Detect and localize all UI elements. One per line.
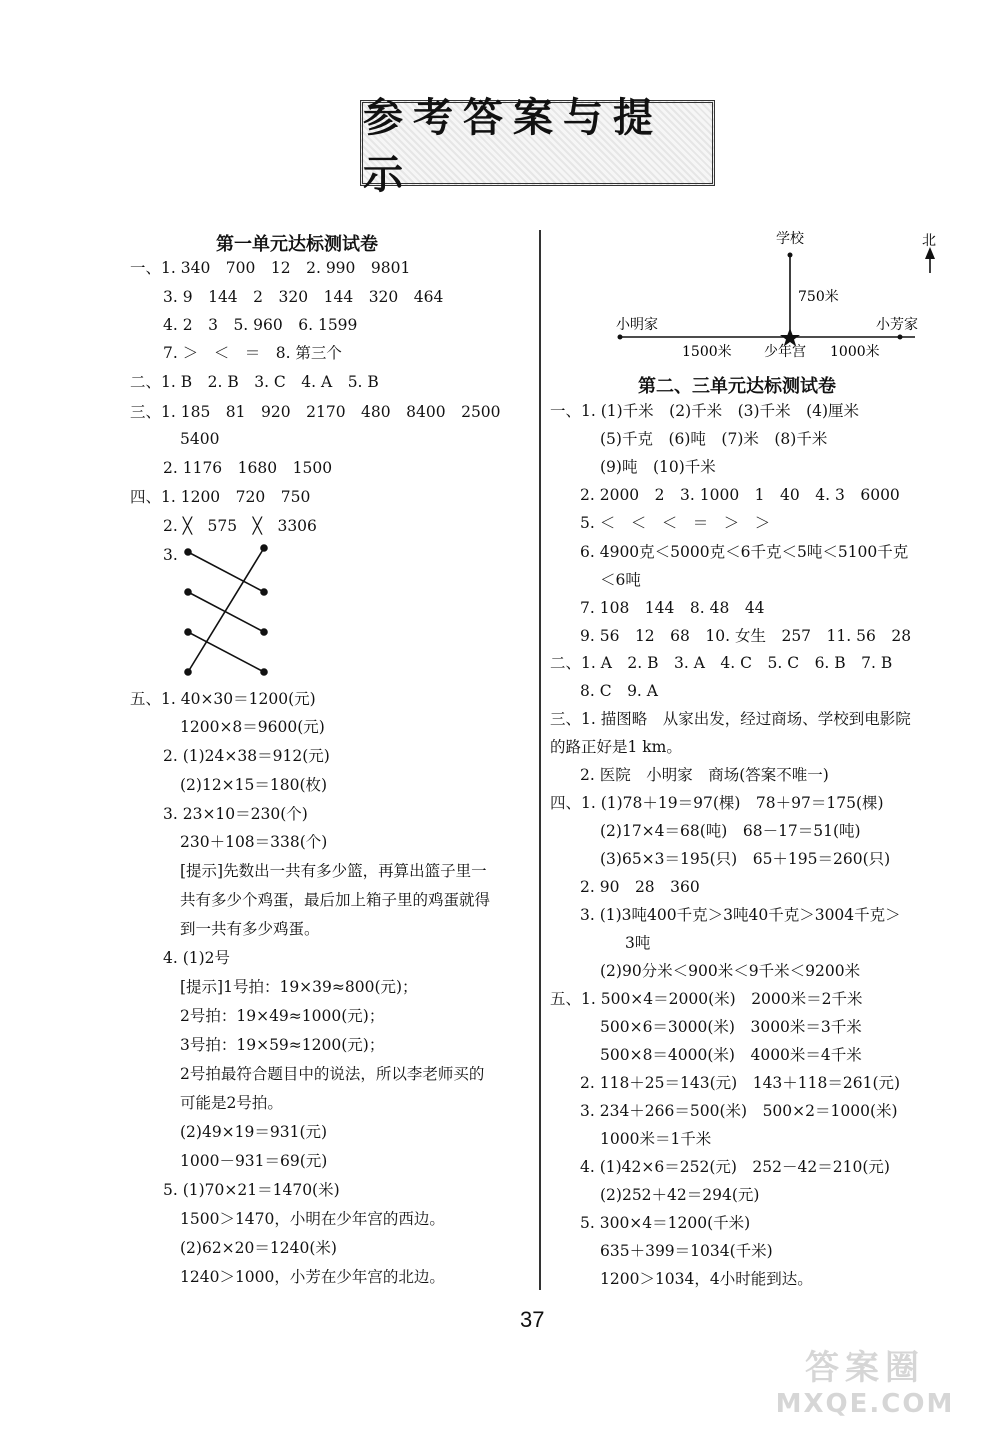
- answer-line: 5400: [180, 430, 220, 448]
- answer-line: 3.: [163, 546, 178, 564]
- answer-line: 500×8＝4000(米) 4000米＝4千米: [600, 1046, 862, 1064]
- answer-line: 2. ╳ 575 ╳ 3306: [163, 517, 317, 535]
- answer-line: 2. 118＋25＝143(元) 143＋118＝261(元): [580, 1074, 901, 1092]
- answer-line: 8. C 9. A: [580, 682, 658, 700]
- hint-line: 3号拍：19×59≈1200(元)；: [180, 1036, 385, 1054]
- answer-line: 二、1. B 2. B 3. C 4. A 5. B: [130, 373, 379, 391]
- map-label-north: 北: [922, 233, 936, 249]
- watermark-top-text: 答案圈: [805, 1348, 925, 1388]
- answer-line: 五、1. 40×30＝1200(元): [130, 690, 316, 708]
- hint-line: 2号拍：19×49≈1000(元)；: [180, 1007, 385, 1025]
- location-map: [600, 225, 960, 370]
- answer-line: (2)90分米＜900米＜9千米＜9200米: [600, 962, 861, 980]
- page-number: 37: [520, 1307, 545, 1332]
- answer-line: 7. ＞ ＜ ＝ 8. 第三个: [163, 344, 342, 362]
- column-divider: [539, 230, 541, 1290]
- answer-line: 的路正好是1 km。: [550, 738, 682, 756]
- watermark-bottom-text: MXQE.COM: [775, 1389, 955, 1419]
- answer-line: 四、1. (1)78＋19＝97(棵) 78＋97＝175(棵): [550, 794, 884, 812]
- left-section-title: 第一单元达标测试卷: [216, 234, 378, 255]
- answer-line: 2. 1176 1680 1500: [163, 459, 333, 477]
- answer-line: 5. ＜ ＜ ＜ ＝ ＞ ＞: [580, 514, 771, 532]
- watermark-logo: [760, 1340, 970, 1420]
- answer-line: (5)千克 (6)吨 (7)米 (8)千米: [600, 430, 828, 448]
- map-label-school: 学校: [776, 231, 804, 247]
- answer-line: 9. 56 12 68 10. 女生 257 11. 56 28: [580, 627, 912, 645]
- answer-line: 4. (1)2号: [163, 949, 231, 967]
- answer-line: 3. 23×10＝230(个): [163, 805, 308, 823]
- answer-line: 1200×8＝9600(元): [180, 718, 325, 736]
- hint-line: [提示]先数出一共有多少篮，再算出篮子里一: [180, 862, 487, 880]
- answer-line: 500×6＝3000(米) 3000米＝3千米: [600, 1018, 862, 1036]
- page-title: 参考答案与提示: [363, 95, 663, 198]
- hint-line: 可能是2号拍。: [180, 1094, 283, 1112]
- answer-line: 5. (1)70×21＝1470(米): [163, 1181, 340, 1199]
- answer-line: 二、1. A 2. B 3. A 4. C 5. C 6. B 7. B: [550, 654, 893, 672]
- hint-line: 到一共有多少鸡蛋。: [180, 920, 320, 938]
- answer-line: (3)65×3＝195(只) 65＋195＝260(只): [600, 850, 891, 868]
- hint-line: 2号拍最符合题目中的说法，所以李老师买的: [180, 1065, 485, 1083]
- answer-line: (9)吨 (10)千米: [600, 458, 716, 476]
- map-label-xiaoming: 小明家: [616, 317, 658, 333]
- answer-line: 2. (1)24×38＝912(元): [163, 747, 330, 765]
- answer-line: 三、1. 185 81 920 2170 480 8400 2500: [130, 403, 501, 421]
- answer-line: 1000米＝1千米: [600, 1130, 712, 1148]
- answer-line: 3. (1)3吨400千克＞3吨40千克＞3004千克＞: [580, 906, 901, 924]
- answer-line: 6. 4900克＜5000克＜6千克＜5吨＜5100千克: [580, 543, 909, 561]
- answer-line: 7. 108 144 8. 48 44: [580, 599, 765, 617]
- map-label-dist-north: 750米: [798, 289, 839, 305]
- answer-line: 1500＞1470，小明在少年宫的西边。: [180, 1210, 445, 1228]
- answer-line: 一、1. (1)千米 (2)千米 (3)千米 (4)厘米: [550, 402, 860, 420]
- right-section-title: 第二、三单元达标测试卷: [638, 376, 836, 397]
- answer-line: 4. 2 3 5. 960 6. 1599: [163, 316, 358, 334]
- answer-line: 230＋108＝338(个): [180, 833, 328, 851]
- answer-line: 五、1. 500×4＝2000(米) 2000米＝2千米: [550, 990, 863, 1008]
- answer-line: (2)12×15＝180(枚): [180, 776, 328, 794]
- answer-line: (2)252＋42＝294(元): [600, 1186, 760, 1204]
- map-label-dist-east: 1000米: [830, 344, 880, 360]
- answer-line: 一、1. 340 700 12 2. 990 9801: [130, 259, 411, 277]
- answer-line: ＜6吨: [600, 571, 641, 589]
- answer-line: (2)17×4＝68(吨) 68－17＝51(吨): [600, 822, 861, 840]
- answer-line: 三、1. 描图略 从家出发，经过商场、学校到电影院: [550, 710, 911, 728]
- answer-line: (2)49×19＝931(元): [180, 1123, 328, 1141]
- answer-line: 3. 234＋266＝500(米) 500×2＝1000(米): [580, 1102, 898, 1120]
- map-label-dist-west: 1500米: [682, 344, 732, 360]
- answer-line: 1200＞1034，4小时能到达。: [600, 1270, 813, 1288]
- answer-line: 2. 2000 2 3. 1000 1 40 4. 3 6000: [580, 486, 900, 504]
- answer-line: 1240＞1000，小芳在少年宫的北边。: [180, 1268, 445, 1286]
- answer-line: 635＋399＝1034(千米): [600, 1242, 773, 1260]
- matching-lines-diagram: [180, 540, 280, 680]
- hint-line: 共有多少个鸡蛋，最后加上箱子里的鸡蛋就得: [180, 891, 491, 909]
- answer-line: 2. 90 28 360: [580, 878, 700, 896]
- answer-line: 四、1. 1200 720 750: [130, 488, 311, 506]
- answer-line: 5. 300×4＝1200(千米): [580, 1214, 751, 1232]
- hint-line: [提示]1号拍：19×39≈800(元)；: [180, 978, 418, 996]
- answer-line: 4. (1)42×6＝252(元) 252－42＝210(元): [580, 1158, 890, 1176]
- map-label-center: 少年宫: [764, 344, 806, 360]
- answer-line: 2. 医院 小明家 商场(答案不唯一): [580, 766, 829, 784]
- answer-line: 3. 9 144 2 320 144 320 464: [163, 288, 444, 306]
- map-label-xiaofang: 小芳家: [876, 317, 918, 333]
- answer-line: (2)62×20＝1240(米): [180, 1239, 337, 1257]
- title-banner: [360, 95, 715, 198]
- answer-line: 1000－931＝69(元): [180, 1152, 328, 1170]
- answer-line: 3吨: [625, 934, 651, 952]
